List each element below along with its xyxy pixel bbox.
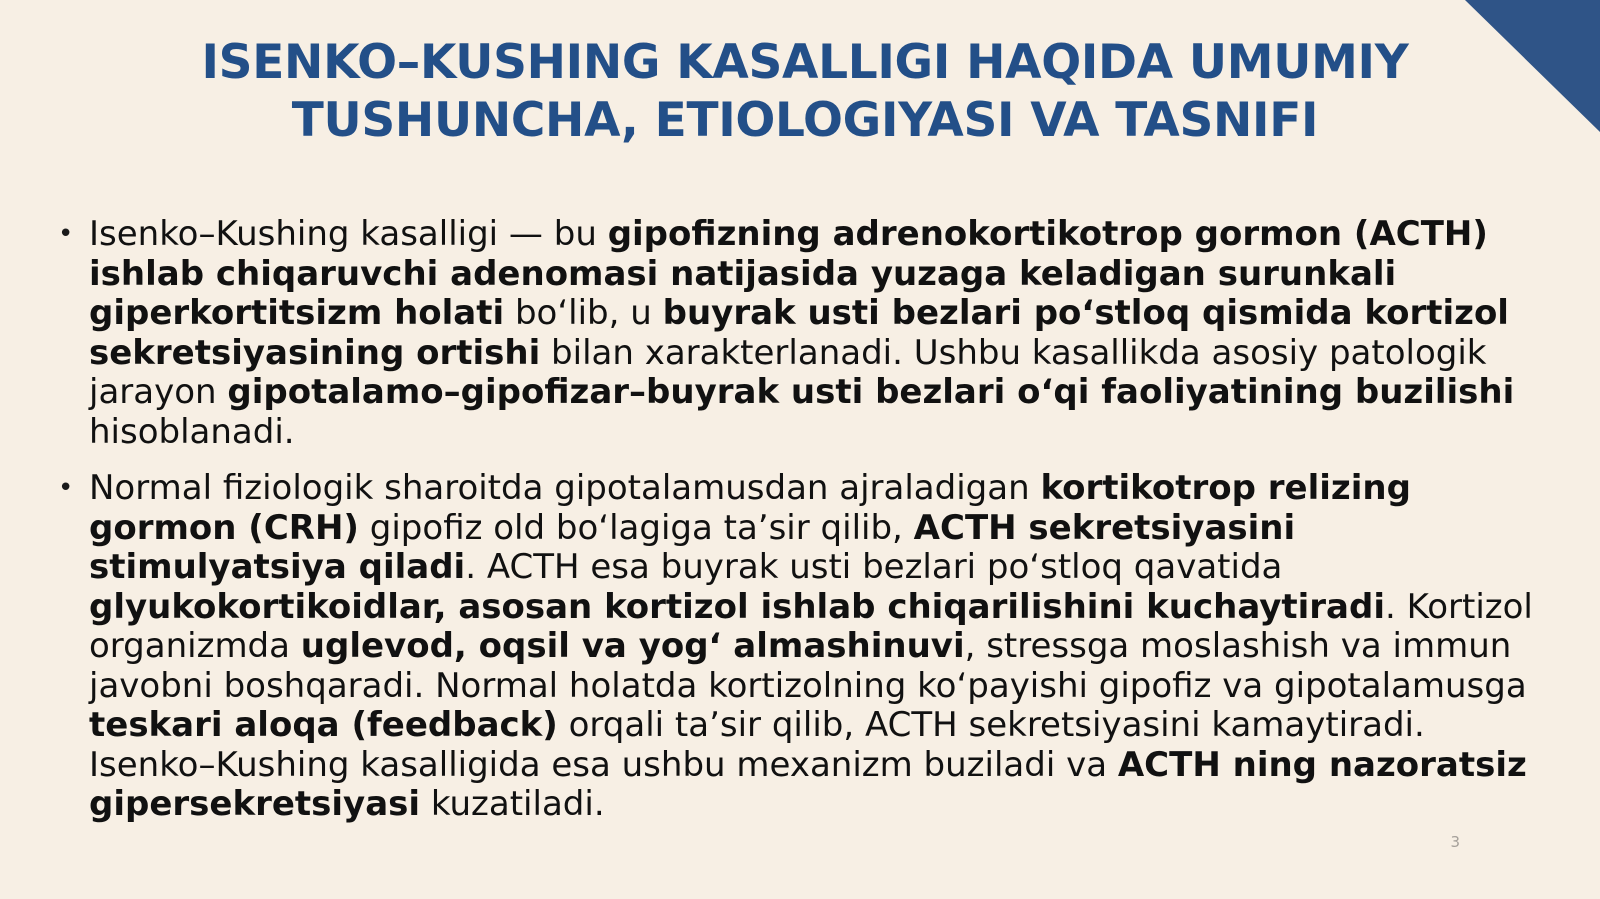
text-segment: orqali taʼsir qilib, ACTH sekretsiyasini kamaytiradi. Isenko–Kushing kasalligida esa ushbu mexanizm buziladi va xyxy=(89,705,1425,785)
text-segment: bilan xarakterlanadi. Ushbu kasallikda asosiy patologik jarayon xyxy=(89,332,1487,412)
bold-text-segment: kortikotrop relizing gormon (CRH) xyxy=(89,468,1411,548)
bold-text-segment: gipotalamo–gipofizar–buyrak usti bezlari oʻqi faoliyatining buzilishi xyxy=(227,372,1515,412)
text-segment: kuzatiladi. xyxy=(420,784,605,824)
bullet-list xyxy=(58,215,1538,842)
bold-text-segment: uglevod, oqsil va yogʻ almashinuvi xyxy=(300,626,965,666)
text-segment: , stressga moslashish va immun javobni boshqaradi. Normal holatda kortizolning koʻpayishi gipofiz va gipotalamusga xyxy=(89,626,1527,706)
bold-text-segment: buyrak usti bezlari poʻstloq qismida kortizol sekretsiyasining ortishi xyxy=(89,293,1509,373)
text-segment: hisoblanadi. xyxy=(89,411,295,452)
text-segment: boʻlib, u xyxy=(504,293,663,333)
bold-text-segment: glyukokortikoidlar, asosan kortizol ishlab chiqarilishini kuchaytiradi xyxy=(89,586,1385,627)
bold-text-segment: ACTH ning nazoratsiz gipersekretsiyasi xyxy=(89,744,1527,824)
text-segment: . Kortizol organizmda xyxy=(89,586,1533,666)
page-number: 3 xyxy=(1450,833,1460,851)
bold-text-segment: gipofizning adrenokortikotrop gormon (ACTH) ishlab chiqaruvchi adenomasi natijasida yuzaga keladigan surunkali giperkortitsizm holati xyxy=(89,214,1488,333)
text-segment: . ACTH esa buyrak usti bezlari poʻstloq qavatida xyxy=(465,547,1283,587)
bullet-item xyxy=(58,215,1538,452)
bold-text-segment: teskari aloqa (feedback) xyxy=(89,705,558,745)
bullet-item xyxy=(58,469,1538,825)
text-segment: Normal fiziologik sharoitda gipotalamusdan ajraladigan xyxy=(89,468,1041,508)
bold-text-segment: ACTH sekretsiyasini stimulyatsiya qiladi xyxy=(89,507,1296,587)
bullet-icon: • xyxy=(58,473,74,503)
text-segment: Isenko–Kushing kasalligi — bu xyxy=(89,214,608,254)
slide-title: ISENKO–KUSHING KASALLIGI HAQIDA UMUMIY TUSHUNCHA, ETIOLOGIYASI VA TASNIFI xyxy=(201,35,1409,148)
text-segment: gipofiz old boʻlagiga taʼsir qilib, xyxy=(358,507,914,548)
bullet-icon: • xyxy=(58,219,74,249)
